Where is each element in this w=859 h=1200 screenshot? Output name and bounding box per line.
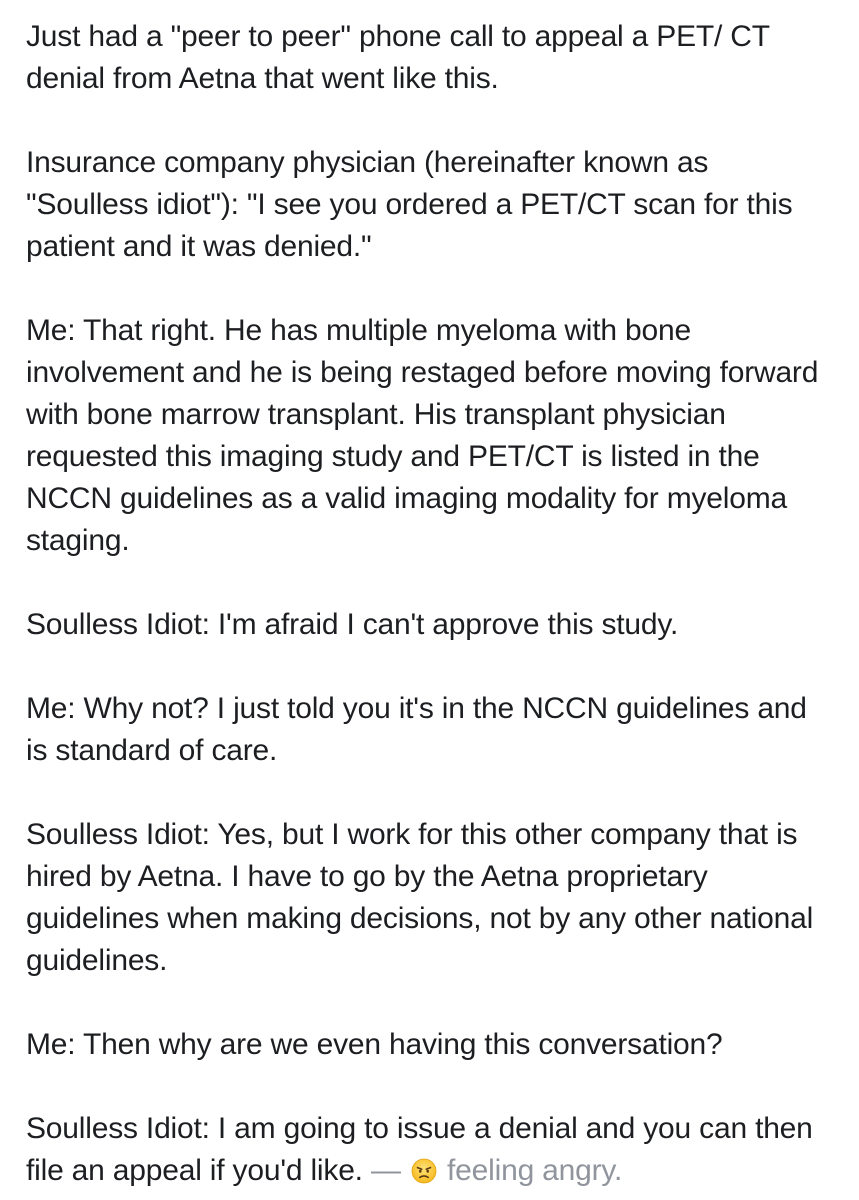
- post-paragraph-3: Me: That right. He has multiple myeloma with bone involvement and he is being restaged before moving forward with bone marrow transplant. His transplant physician requested this imaging study and PET/CT is listed in the NCCN guidelines as a valid imaging modality for myeloma staging.: [26, 314, 819, 557]
- feeling-separator: —: [370, 1154, 401, 1187]
- post-paragraph-7: Me: Then why are we even having this conversation?: [26, 1028, 723, 1061]
- post-paragraph-8: [26, 1108, 825, 1192]
- post-paragraph-6: Soulless Idiot: Yes, but I work for this other company that is hired by Aetna. I have to go by the Aetna proprietary guidelines when making decisions, not by any other national guidelines.: [26, 818, 814, 977]
- feeling-text: feeling angry.: [447, 1154, 623, 1187]
- post-paragraph-1: Just had a "peer to peer" phone call to appeal a PET/ CT denial from Aetna that went like this.: [26, 20, 770, 95]
- post-paragraph-5: Me: Why not? I just told you it's in the NCCN guidelines and is standard of care.: [26, 692, 807, 767]
- post-paragraph-4: Soulless Idiot: I'm afraid I can't approve this study.: [26, 608, 679, 641]
- post-paragraph-2: Insurance company physician (hereinafter known as "Soulless idiot"): "I see you ordered a PET/CT scan for this patient and it was denied.": [26, 146, 793, 263]
- post-last-text: Soulless Idiot: I am going to issue a denial and you can then file an appeal if you'd like.: [26, 1112, 813, 1187]
- angry-face-icon: [411, 1158, 437, 1184]
